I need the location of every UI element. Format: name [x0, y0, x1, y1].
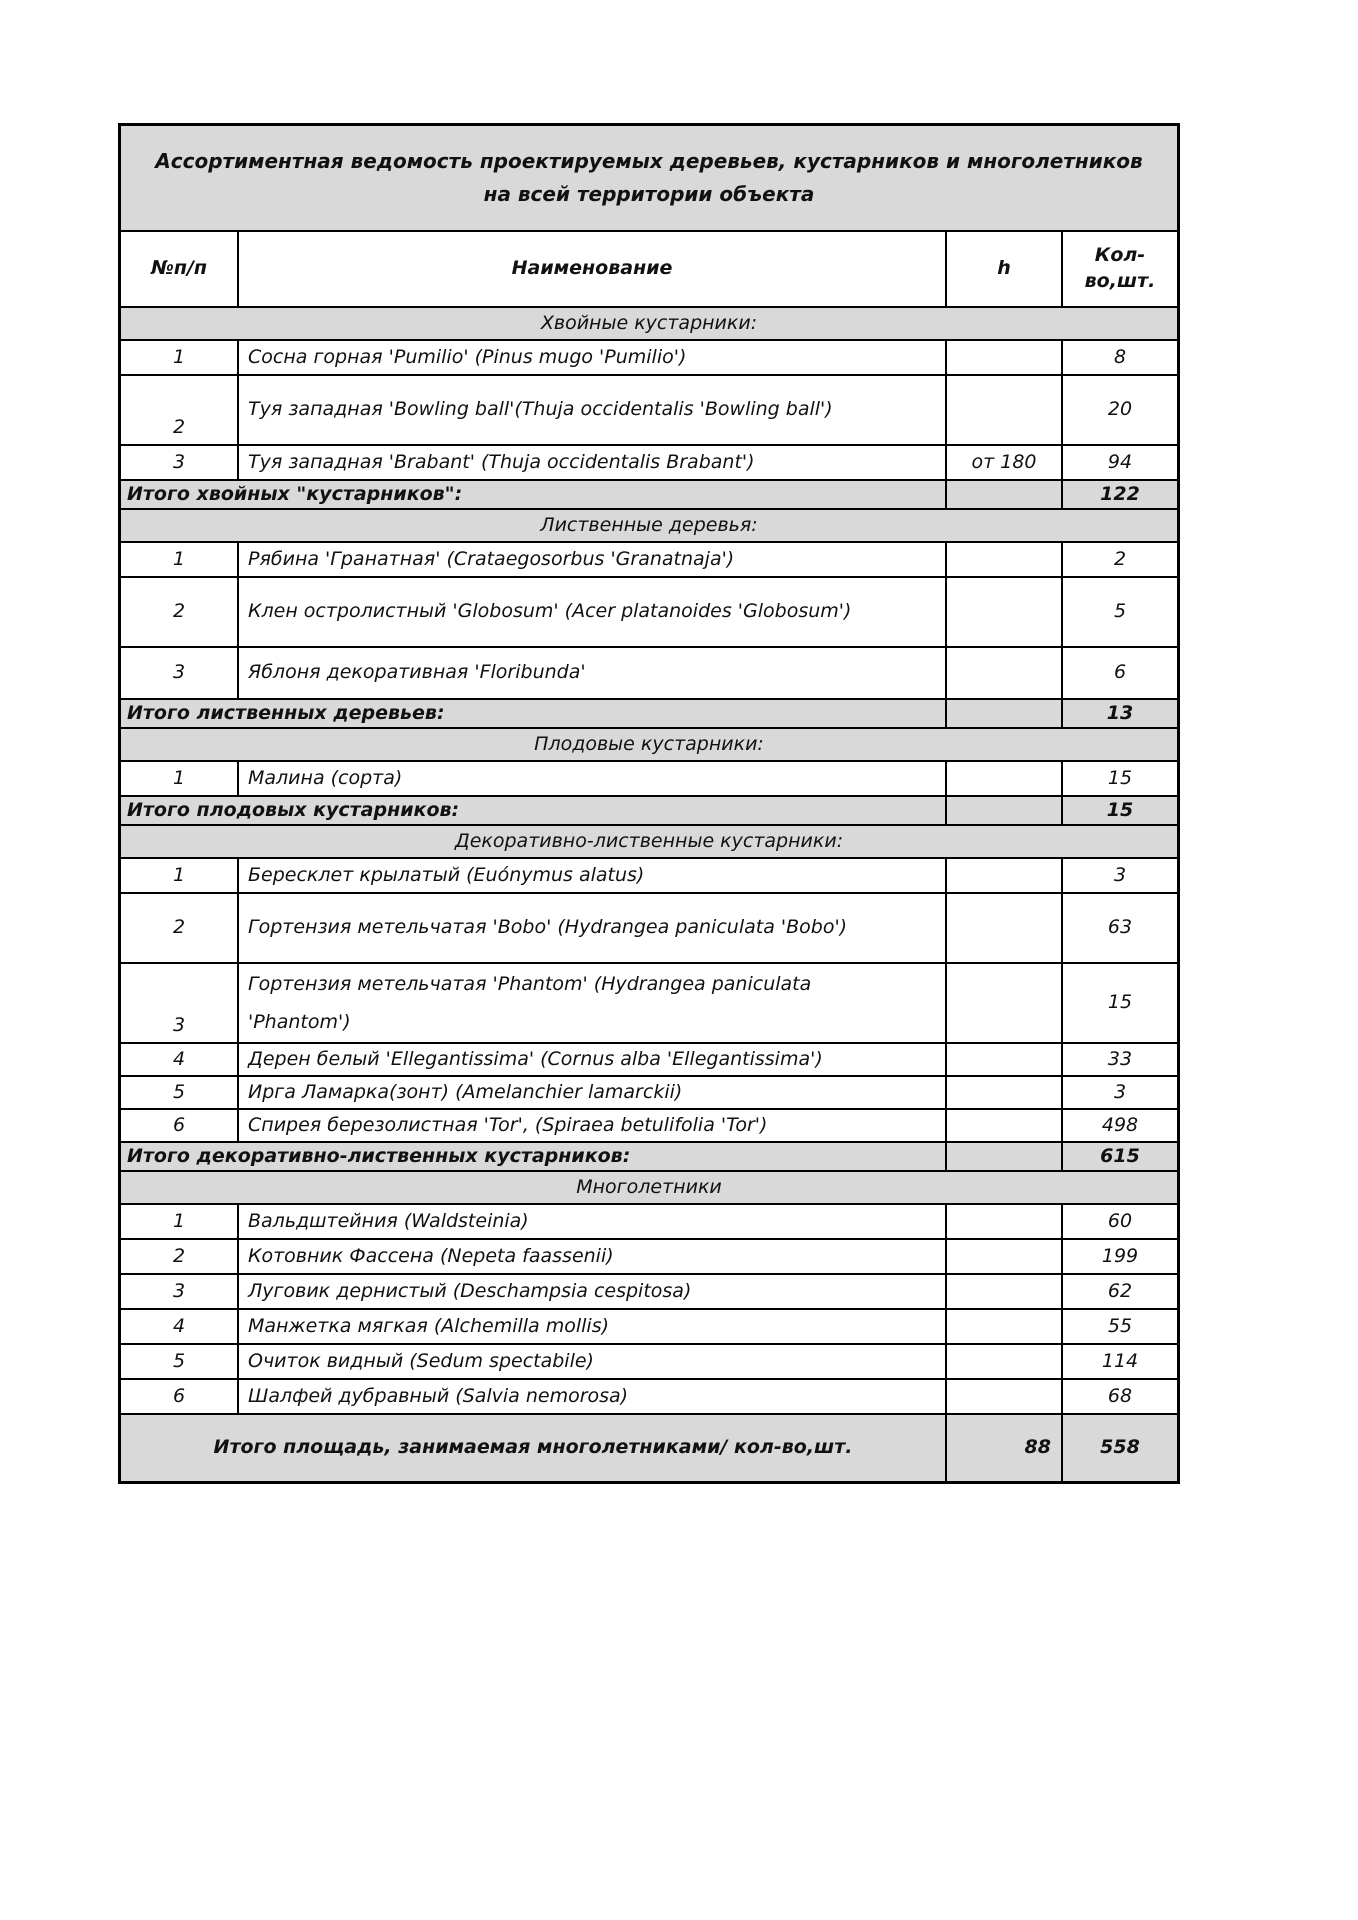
row-name: Гортензия метельчатая 'Bobo' (Hydrangea paniculata 'Bobo'): [239, 894, 947, 962]
row-name: Луговик дернистый (Deschampsia cespitosa): [239, 1275, 947, 1308]
row-qty: 199: [1101, 1244, 1139, 1267]
row-name: Манжетка мягкая (Alchemilla mollis): [239, 1310, 947, 1343]
row-h: [947, 1110, 1063, 1141]
row-name: Шалфей дубравный (Salvia nemorosa): [239, 1380, 947, 1413]
row-qty: 15: [1107, 991, 1133, 1014]
final-total-h: 88: [947, 1415, 1063, 1481]
summary-qty: 615: [1100, 1144, 1140, 1167]
summary-qty: 122: [1100, 482, 1140, 505]
table-row: [121, 1044, 1177, 1077]
row-name: Очиток видный (Sedum spectabile): [239, 1345, 947, 1378]
row-h: [947, 1345, 1063, 1378]
row-name: Бересклет крылатый (Euónymus alatus): [239, 859, 947, 892]
table-title-line2: на всей территории объекта: [483, 182, 815, 206]
row-name: Рябина 'Гранатная' (Crataegosorbus 'Granatnaja'): [239, 543, 947, 576]
row-num: 3: [121, 1275, 239, 1308]
row-qty: 63: [1107, 916, 1133, 939]
row-h: [947, 1205, 1063, 1238]
row-name: Сосна горная 'Pumilio' (Pinus mugo 'Pumilio'): [239, 341, 947, 374]
row-num: 3: [121, 648, 239, 698]
row-name: Спирея березолистная 'Tor', (Spiraea betulifolia 'Tor'): [239, 1110, 947, 1141]
final-total-qty: 558: [1100, 1436, 1140, 1459]
row-qty: 62: [1107, 1279, 1133, 1302]
row-qty: 68: [1107, 1384, 1133, 1407]
row-num: 1: [121, 1205, 239, 1238]
row-h: [947, 1310, 1063, 1343]
section-header-fruit-shrubs: [121, 729, 1177, 762]
row-name: [239, 964, 947, 1042]
row-h: [947, 543, 1063, 576]
row-name: Туя западная 'Brabant' (Thuja occidentalis Brabant'): [239, 446, 947, 479]
row-name: Туя западная 'Bowling ball'(Thuja occidentalis 'Bowling ball'): [239, 376, 947, 444]
row-num: 6: [121, 1110, 239, 1141]
summary-row-ornamental-shrubs: [121, 1143, 1177, 1172]
summary-label: Итого лиственных деревьев:: [121, 700, 947, 727]
row-h: [947, 578, 1063, 646]
table-row: [121, 578, 1177, 648]
table-row: [121, 1380, 1177, 1415]
summary-qty: 13: [1106, 701, 1134, 724]
row-num: 1: [121, 859, 239, 892]
table-row: [121, 1310, 1177, 1345]
row-qty: 20: [1107, 398, 1133, 421]
table-row: [121, 894, 1177, 964]
table-row: [121, 1077, 1177, 1110]
summary-row-deciduous-trees: [121, 700, 1177, 729]
table-row: [121, 376, 1177, 446]
row-name: Клен остролистный 'Globosum' (Acer platanoides 'Globosum'): [239, 578, 947, 646]
section-header-ornamental-shrubs: [121, 826, 1177, 859]
row-h: [947, 1380, 1063, 1413]
row-qty: 5: [1113, 600, 1127, 623]
row-num: 2: [121, 578, 239, 646]
row-name: Котовник Фассена (Nepeta faassenii): [239, 1240, 947, 1273]
column-header-row: [121, 232, 1177, 308]
row-h: [947, 341, 1063, 374]
row-qty: 2: [1113, 547, 1127, 570]
summary-h: [947, 1143, 1063, 1170]
section-header-perennials: [121, 1172, 1177, 1205]
row-qty: 33: [1107, 1047, 1133, 1070]
section-header-label: Хвойные кустарники:: [540, 311, 758, 334]
summary-qty: 15: [1106, 798, 1134, 821]
row-num: 1: [121, 341, 239, 374]
row-h: [947, 762, 1063, 795]
table-row: [121, 964, 1177, 1044]
row-num: 5: [121, 1345, 239, 1378]
row-num: 3: [121, 446, 239, 479]
row-h: [947, 1275, 1063, 1308]
table-row: [121, 762, 1177, 797]
row-h: [947, 648, 1063, 698]
section-header-label: Лиственные деревья:: [540, 513, 758, 536]
table-row: [121, 1240, 1177, 1275]
col-header-num: №п/п: [121, 232, 239, 306]
row-qty: 55: [1107, 1314, 1133, 1337]
row-name-text: Гортензия метельчатая 'Phantom' (Hydrangea paniculata 'Phantom'): [248, 973, 812, 1033]
row-h: [947, 376, 1063, 444]
row-name: Ирга Ламарка(зонт) (Amelanchier lamarckii): [239, 1077, 947, 1108]
row-h: [947, 1077, 1063, 1108]
row-qty: 6: [1113, 661, 1127, 684]
summary-row-fruit-shrubs: [121, 797, 1177, 826]
section-header-label: Плодовые кустарники:: [534, 732, 764, 755]
row-name: Малина (сорта): [239, 762, 947, 795]
summary-h: [947, 797, 1063, 824]
summary-label: Итого декоративно-лиственных кустарников:: [121, 1143, 947, 1170]
row-h: [947, 964, 1063, 1042]
section-header-coniferous: [121, 308, 1177, 341]
summary-label: Итого плодовых кустарников:: [121, 797, 947, 824]
row-h: от 180: [947, 446, 1063, 479]
row-qty: 94: [1107, 450, 1133, 473]
row-h: [947, 859, 1063, 892]
row-num: 2: [121, 376, 239, 444]
final-total-label: Итого площадь, занимаемая многолетниками/ кол-во,шт.: [121, 1415, 947, 1481]
table-row: [121, 341, 1177, 376]
table-title: [121, 126, 1177, 230]
col-header-qty-line2: во,шт.: [1084, 270, 1156, 292]
row-num: 1: [121, 543, 239, 576]
row-name: Вальдштейния (Waldsteinia): [239, 1205, 947, 1238]
section-header-label: Многолетники: [576, 1175, 722, 1198]
row-num: 2: [121, 1240, 239, 1273]
table-title-line1: Ассортиментная ведомость проектируемых деревьев, кустарников и многолетников: [155, 149, 1143, 173]
table-row: [121, 446, 1177, 481]
summary-row-coniferous: [121, 481, 1177, 510]
table-row: [121, 1275, 1177, 1310]
row-h: [947, 894, 1063, 962]
row-qty: 3: [1113, 1080, 1127, 1103]
summary-h: [947, 700, 1063, 727]
row-num: 4: [121, 1044, 239, 1075]
row-h: [947, 1240, 1063, 1273]
row-num: 5: [121, 1077, 239, 1108]
row-name: Яблоня декоративная 'Floribunda': [239, 648, 947, 698]
row-qty: 498: [1101, 1113, 1139, 1136]
final-total-row: [121, 1415, 1177, 1481]
table-row: [121, 543, 1177, 578]
row-name: Дерен белый 'Ellegantissima' (Cornus alba 'Ellegantissima'): [239, 1044, 947, 1075]
row-num: 1: [121, 762, 239, 795]
row-h: [947, 1044, 1063, 1075]
row-num: 3: [121, 964, 239, 1042]
row-qty: 3: [1113, 863, 1127, 886]
section-header-deciduous-trees: [121, 510, 1177, 543]
row-qty: 114: [1101, 1349, 1139, 1372]
row-qty: 15: [1107, 766, 1133, 789]
row-num: 2: [121, 894, 239, 962]
row-num: 6: [121, 1380, 239, 1413]
col-header-h: h: [947, 232, 1063, 306]
col-header-qty: [1063, 232, 1177, 306]
assortment-table: [118, 123, 1180, 1484]
table-row: [121, 1205, 1177, 1240]
table-row: [121, 1345, 1177, 1380]
row-num: 4: [121, 1310, 239, 1343]
table-row: [121, 859, 1177, 894]
table-row: [121, 1110, 1177, 1143]
col-header-qty-line1: Кол-: [1094, 244, 1146, 267]
summary-label: Итого хвойных "кустарников":: [121, 481, 947, 508]
row-qty: 8: [1113, 345, 1127, 368]
table-row: [121, 648, 1177, 700]
summary-h: [947, 481, 1063, 508]
col-header-name: Наименование: [239, 232, 947, 306]
table-title-row: [121, 126, 1177, 232]
row-qty: 60: [1107, 1209, 1133, 1232]
section-header-label: Декоративно-лиственные кустарники:: [454, 829, 844, 852]
